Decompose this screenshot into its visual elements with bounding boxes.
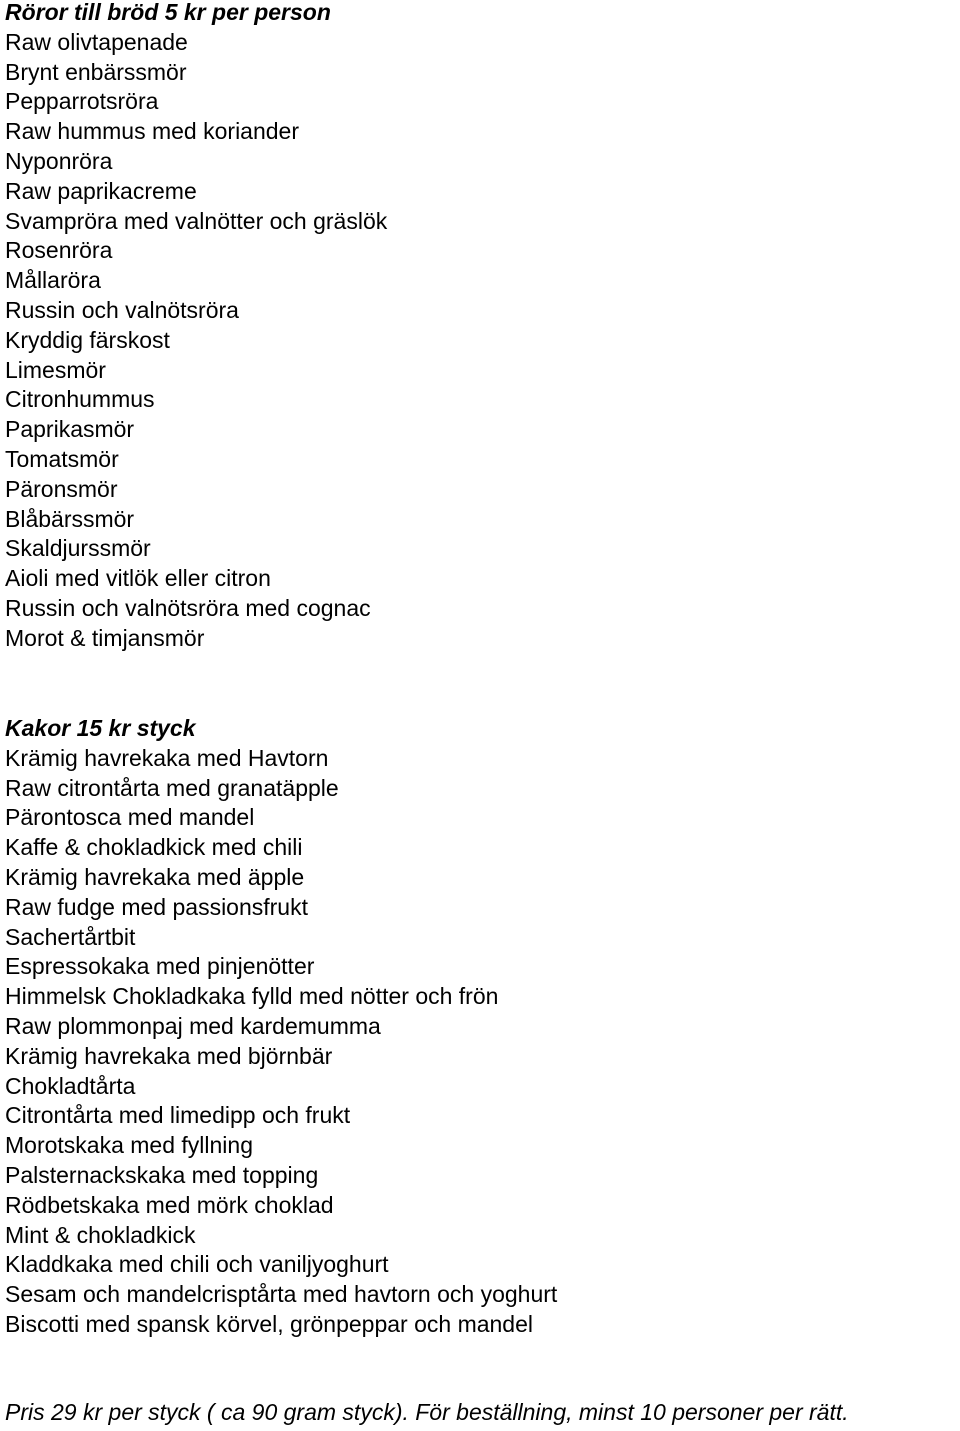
list-item: Krämig havrekaka med äpple bbox=[5, 863, 305, 890]
list-item: Tomatsmör bbox=[5, 445, 119, 472]
list-item: Citrontårta med limedipp och frukt bbox=[5, 1102, 351, 1129]
section-rorer bbox=[5, 0, 387, 654]
list-item: Morot & timjansmör bbox=[5, 624, 205, 651]
list-item: Svampröra med valnötter och gräslök bbox=[5, 207, 388, 234]
list-item: Raw paprikacreme bbox=[5, 177, 197, 204]
list-item: Himmelsk Chokladkaka fylld med nötter och frön bbox=[5, 983, 499, 1010]
list-item: Nyponröra bbox=[5, 147, 113, 174]
list-item: Russin och valnötsröra bbox=[5, 296, 239, 323]
list-item: Aioli med vitlök eller citron bbox=[5, 565, 271, 592]
section-heading-rorer: Röror till bröd 5 kr per person bbox=[5, 0, 331, 25]
list-item: Raw olivtapenade bbox=[5, 28, 188, 55]
list-item: Espressokaka med pinjenötter bbox=[5, 953, 315, 980]
section-heading-kakor: Kakor 15 kr styck bbox=[5, 715, 196, 741]
list-item: Skaldjurssmör bbox=[5, 535, 151, 562]
list-item: Chokladtårta bbox=[5, 1072, 136, 1099]
list-item: Mållaröra bbox=[5, 267, 101, 294]
list-item: Brynt enbärssmör bbox=[5, 58, 187, 85]
list-item: Citronhummus bbox=[5, 386, 155, 413]
list-item: Raw plommonpaj med kardemumma bbox=[5, 1012, 381, 1039]
list-item: Raw fudge med passionsfrukt bbox=[5, 893, 308, 920]
list-item: Kladdkaka med chili och vaniljyoghurt bbox=[5, 1251, 389, 1278]
list-item: Rosenröra bbox=[5, 237, 113, 264]
list-item: Sachertårtbit bbox=[5, 923, 136, 950]
list-item: Raw citrontårta med granatäpple bbox=[5, 774, 339, 801]
list-item: Palsternackskaka med topping bbox=[5, 1161, 319, 1188]
list-item: Mint & chokladkick bbox=[5, 1221, 196, 1248]
list-item: Rödbetskaka med mörk choklad bbox=[5, 1191, 334, 1218]
list-item: Paprikasmör bbox=[5, 416, 135, 443]
list-item: Raw hummus med koriander bbox=[5, 118, 300, 145]
section-kakor bbox=[5, 714, 557, 1340]
list-item: Blåbärssmör bbox=[5, 505, 135, 532]
list-item: Krämig havrekaka med björnbär bbox=[5, 1042, 333, 1069]
list-item: Russin och valnötsröra med cognac bbox=[5, 594, 371, 621]
list-item: Limesmör bbox=[5, 356, 106, 383]
list-item: Kaffe & chokladkick med chili bbox=[5, 834, 303, 861]
price-note: Pris 29 kr per styck ( ca 90 gram styck). För beställning, minst 10 personer per rätt. bbox=[5, 1399, 849, 1425]
list-item: Morotskaka med fyllning bbox=[5, 1132, 253, 1159]
list-item: Krämig havrekaka med Havtorn bbox=[5, 744, 329, 771]
list-item: Kryddig färskost bbox=[5, 326, 170, 353]
list-item: Sesam och mandelcrisptårta med havtorn och yoghurt bbox=[5, 1281, 558, 1308]
list-item: Biscotti med spansk körvel, grönpeppar och mandel bbox=[5, 1310, 534, 1337]
list-item: Pärontosca med mandel bbox=[5, 804, 255, 831]
list-item: Päronsmör bbox=[5, 475, 118, 502]
list-item: Pepparrotsröra bbox=[5, 88, 159, 115]
